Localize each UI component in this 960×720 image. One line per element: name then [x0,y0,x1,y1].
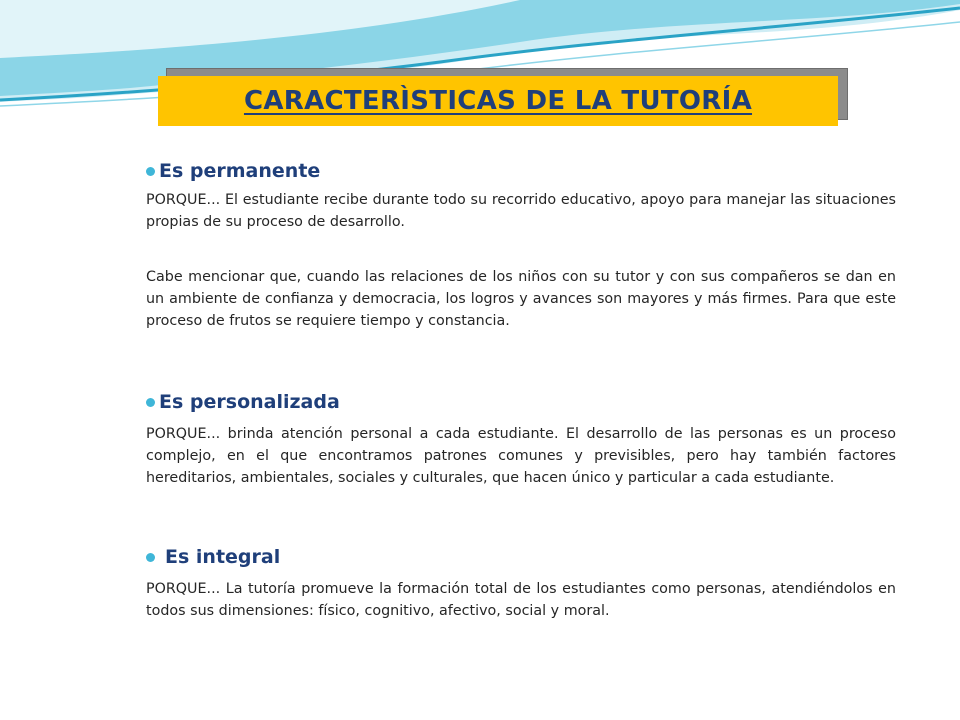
section-paragraph: PORQUE... brinda atención personal a cada estudiante. El desarrollo de las personas es un proceso complejo, en el que encontramos patrones comunes y previsibles, pero hay también factores hereditarios, ambientales, sociales y culturales, que hacen único y particular a cada estudiante. [146,426,896,486]
title-box [158,76,838,126]
section-paragraph: Cabe mencionar que, cuando las relaciones de los niños con su tutor y con sus compañeros se dan en un ambiente de confianza y democracia, los logros y avances son mayores y más firmes. Para que este proceso de frutos se requiere tiempo y constancia. [146,269,896,329]
section-paragraph: PORQUE... El estudiante recibe durante todo su recorrido educativo, apoyo para manejar las situaciones propias de su proceso de desarrollo. [146,192,896,230]
section-heading-integral [146,546,280,568]
bullet-icon [146,553,155,562]
bullet-icon [146,167,155,176]
page-title: CARACTERÌSTICAS DE LA TUTORÍA [243,86,753,116]
section-paragraph: PORQUE... La tutoría promueve la formación total de los estudiantes como personas, atendiéndolos en todos sus dimensiones: físico, cognitivo, afectivo, social y moral. [146,581,896,619]
section-heading-label: Es permanente [159,160,321,182]
section-heading-permanente [146,160,320,182]
section-heading-label: Es integral [165,546,281,568]
section-heading-personalizada [146,391,340,413]
bullet-icon [146,398,155,407]
section-heading-label: Es personalizada [159,391,340,413]
